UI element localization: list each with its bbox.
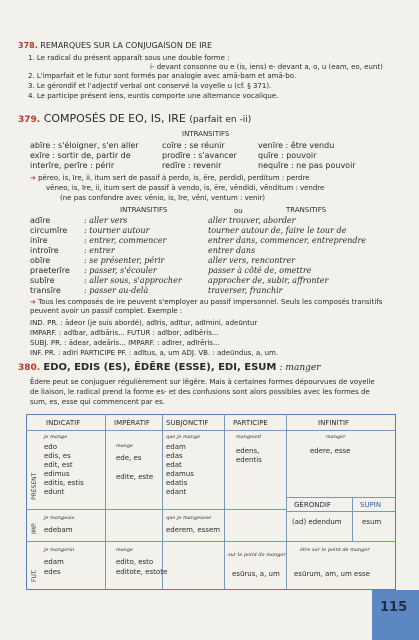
passive-note: vēneo, is, īre, ii, itum sert de passif à vendo, is, ēre, vēndidi, vēnditum : vendre xyxy=(46,184,325,192)
form: edito, esto xyxy=(116,558,154,566)
verb-meaning: : passer au-delà xyxy=(84,286,149,295)
gloss: mange xyxy=(116,443,134,449)
verb-meaning-transitive: entrer dans, commencer, entreprendre xyxy=(208,236,367,245)
conjugation-table xyxy=(26,414,396,590)
column-heading: ou xyxy=(234,207,243,215)
example-line: SUBJ. PR. : ādear, adeāris... IMPARF. : adīrer, adīrēris... xyxy=(30,339,220,347)
header-infinitif: INFINITIF xyxy=(318,419,350,427)
verb: praeterīre xyxy=(30,266,70,275)
gloss: mange xyxy=(116,547,134,553)
verb-meaning-transitive: traverser, franchir xyxy=(208,286,283,295)
verb-meaning-transitive: approcher de, subir, affronter xyxy=(208,276,329,285)
verb: transīre xyxy=(30,286,61,295)
compound-row: coīre : se réunir xyxy=(162,141,225,150)
verb-meaning: : aller vers xyxy=(84,216,128,225)
column-heading: INTRANSITIFS xyxy=(182,130,230,138)
passive-note: ➔ pēreo, is, īre, ii, itum sert de passif à perdo, is, ēre, perdidi, perditum : perdre xyxy=(30,174,310,182)
verb: introīre xyxy=(30,246,59,255)
form: edentis xyxy=(236,456,262,464)
supin-form: esum xyxy=(362,518,382,526)
header-imperatif: IMPÉRATIF xyxy=(114,419,150,427)
intro-line: de liaison, le radical prend la forme es- et des confusions sont alors possibles avec les formes de xyxy=(30,388,370,396)
remark-line: 3. Le gérondif et l'adjectif verbal ont conservé la voyelle u (cf. § 371). xyxy=(28,82,272,90)
form: edam xyxy=(166,443,186,451)
form: editote, estote xyxy=(116,568,168,576)
remark-line: 4. Le participe présent iens, euntis comporte une alternance vocalique. xyxy=(28,92,279,100)
verb-meaning: : passer, s'écouler xyxy=(84,266,157,275)
form: edamus xyxy=(166,470,194,478)
form: ederem, essem xyxy=(166,526,221,534)
section-380-heading xyxy=(18,362,321,373)
section-number: 379. xyxy=(18,115,41,125)
compound-row: redīre : revenir xyxy=(162,161,222,170)
verb: circumīre xyxy=(30,226,68,235)
section-subtitle: (parfait en -ii) xyxy=(189,115,252,125)
verb-meaning: : entrer, commencer xyxy=(84,236,167,245)
form: edimus xyxy=(44,470,70,478)
section-number: 378. xyxy=(18,41,38,50)
verb-meaning-transitive: aller trouver, aborder xyxy=(208,216,296,225)
intro-line: sum, es, esse qui commencent par es. xyxy=(30,398,166,406)
row-tag-imparfait: IMP. xyxy=(31,522,38,534)
form: edis, es xyxy=(44,452,71,460)
column-heading: TRANSITIFS xyxy=(286,206,327,214)
form: edebam xyxy=(44,526,73,534)
form: edit, est xyxy=(44,461,73,469)
gloss: mangeant xyxy=(236,434,262,440)
section-number: 380. xyxy=(18,363,41,373)
form: edite, este xyxy=(116,473,154,481)
page-number-tab xyxy=(372,590,419,640)
section-379-heading xyxy=(18,112,251,127)
compound-row: quīre : pouvoir xyxy=(258,151,317,160)
remark-line: 2. L'imparfait et le futur sont formés par analogie avec amā-bam et amā-bo. xyxy=(28,72,297,80)
column-heading: INTRANSITIFS xyxy=(120,206,168,214)
gerondif-form: (ad) edendum xyxy=(292,518,342,526)
section-378-heading xyxy=(18,41,212,51)
verb: obīre xyxy=(30,256,51,265)
gloss: que je mangeasse xyxy=(166,515,212,521)
compound-row: nequīre : ne pas pouvoir xyxy=(258,161,356,170)
example-line: IMPARF. : adībar, adībāris... FUTUR : adībor, adībēris... xyxy=(30,329,219,337)
compound-row: prodīre : s'avancer xyxy=(162,151,237,160)
verb-meaning: : aller sous, s'approcher xyxy=(84,276,182,285)
form: edo xyxy=(44,443,58,451)
section-title: REMARQUES SUR LA CONJUGAISON DE IRE xyxy=(40,41,213,50)
supin-label: SUPIN xyxy=(360,501,382,509)
intro-line: Ēdere peut se conjuguer régulièrement sur lĕgĕre. Mais à certaines formes dépourvues de voyelle xyxy=(30,378,375,386)
verb-meaning: : tourner autour xyxy=(84,226,150,235)
verb-meaning-transitive: entrer dans xyxy=(208,246,256,255)
form: edas xyxy=(166,452,183,460)
section-title: COMPOSÉS DE EO, IS, IRE xyxy=(43,112,186,125)
example-line: INF. PR. : adīri PARTICIPE PF. : adītus, a, um ADJ. VB. : adeūndus, a, um. xyxy=(30,349,279,357)
verb-meaning-transitive: aller vers, rencontrer xyxy=(208,256,296,265)
passive-note: (ne pas confondre avec vēnio, is, īre, vēni, ventum : venir) xyxy=(60,194,266,202)
form: edens, xyxy=(236,447,260,455)
compound-row: interīre, perīre : périr xyxy=(30,161,115,170)
form: edant xyxy=(166,488,187,496)
section-gloss: : manger xyxy=(279,363,321,373)
header-participe: PARTICIPE xyxy=(233,419,268,427)
compound-row: exīre : sortir de, partir de xyxy=(30,151,131,160)
section-title: EDO, EDIS (ES), ĒDĒRE (ESSE), EDI, ESUM xyxy=(43,362,277,373)
compound-row: abīre : s'éloigner, s'en aller xyxy=(30,141,139,150)
gloss: je mangeais xyxy=(44,515,75,521)
header-indicatif: INDICATIF xyxy=(46,419,81,427)
form: edes xyxy=(44,568,61,576)
form: edere, esse xyxy=(310,447,351,455)
verb-meaning: : entrer xyxy=(84,246,115,255)
gloss: être sur le point de manger xyxy=(300,547,370,553)
arrow-icon: ➔ xyxy=(30,174,36,182)
header-subjonctif: SUBJONCTIF xyxy=(166,419,209,427)
verb-meaning: : se présenter, périr xyxy=(84,256,165,265)
compound-row: venīre : être vendu xyxy=(258,141,335,150)
remark-line: 1. Le radical du présent apparaît sous une double forme : xyxy=(28,54,230,62)
form: esūrus, a, um xyxy=(232,570,280,578)
passive-impersonal-note: ➔ Tous les composés de ire peuvent s'employer au passif impersonnel. Seuls les composés transitifs peuvent avoir un passif complet. Exemple : xyxy=(30,298,383,315)
gloss: sur le point de manger xyxy=(228,552,286,558)
page-number: 115 xyxy=(380,600,408,615)
gloss: je mange xyxy=(44,434,68,440)
gloss: je mangerai xyxy=(44,547,75,553)
remark-line: i- devant consonne ou e (is, iens) e- devant a, o, u (eam, eo, eunt) xyxy=(150,63,383,71)
verb: adīre xyxy=(30,216,51,225)
row-tag-present: PRÉSENT xyxy=(31,472,38,500)
arrow-icon: ➔ xyxy=(30,298,36,306)
form: editis, estis xyxy=(44,479,84,487)
gloss: que je mange xyxy=(166,434,201,440)
gloss: manger xyxy=(326,434,346,440)
form: esūrum, am, um esse xyxy=(294,570,370,578)
row-tag-futur: FUT. xyxy=(31,569,38,582)
form: edam xyxy=(44,558,64,566)
verb-meaning-transitive: tourner autour de, faire le tour de xyxy=(208,226,347,235)
gerondif-label: GÉRONDIF xyxy=(294,501,331,509)
form: edatis xyxy=(166,479,188,487)
verb-meaning-transitive: passer à côté de, omettre xyxy=(208,266,312,275)
form: ede, es xyxy=(116,454,142,462)
example-line: IND. PR. : ādeor (je suis abordé), adīris, adītur, adīmini, adeūntur xyxy=(30,319,258,327)
verb: inīre xyxy=(30,236,48,245)
verb: subīre xyxy=(30,276,55,285)
form: edat xyxy=(166,461,182,469)
form: edunt xyxy=(44,488,65,496)
